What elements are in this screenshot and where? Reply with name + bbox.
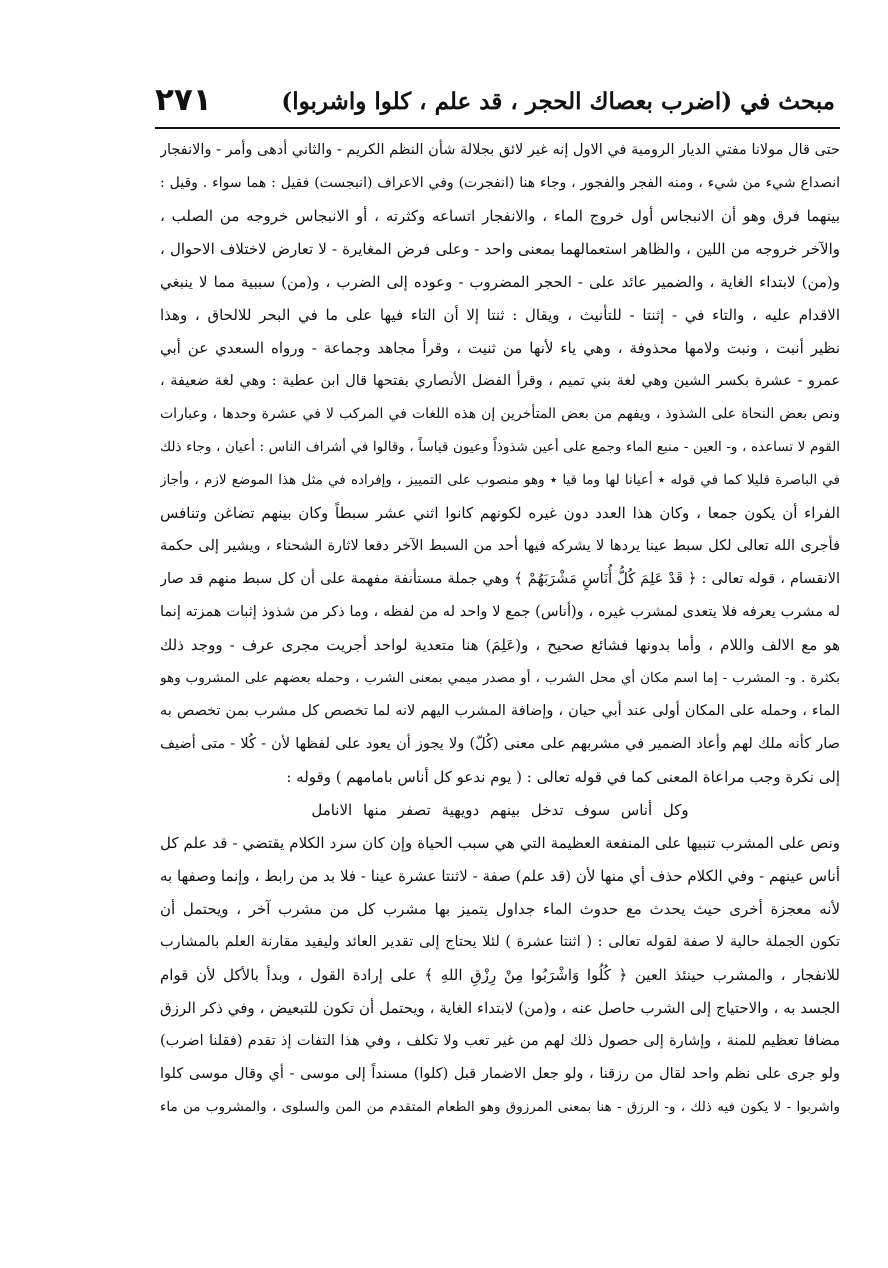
text-line: للانفجار ، والمشرب حينئذ العين ﴿ كُلُوا وَاشْرَبُوا مِنْ رِزْقِ اللهِ ﴾ على إرادة القول ، وبدأ بالأكل لأن قوام <box>160 966 840 984</box>
text-line: القوم لا تساعده ، و- العين - منبع الماء وجمع على أعين شذوذاً وعيون قياساً ، وقالوا في أشراف الناس : أعيان ، وجاء ذلك <box>160 439 840 455</box>
text-line: واشربوا - لا يكون فيه ذلك ، و- الرزق - هنا بمعنى المرزوق وهو الطعام المتقدم من المن والسلوى ، والمشروب من ماء <box>160 1099 840 1115</box>
text-line: بكثرة . و- المشرب - إما اسم مكان أي محل الشرب ، أو مصدر ميمي بمعنى الشرب ، وحمله بعضهم على المشروب وهو <box>160 670 840 686</box>
header-divider <box>155 127 840 129</box>
text-line: تكون الجملة حالية لا صفة لقوله تعالى : ( اثنتا عشرة ) لئلا يحتاج إلى تقدير العائد وليفيد مقارنة العلم بالمشارب <box>160 934 840 950</box>
text-line: صار كأنه ملك لهم وأعاد الضمير في مشربهم على معنى (كُلّ) ولا يجوز أن يعود على لفظها لأن - كُلا - متى أضيف <box>160 736 840 752</box>
text-line: الانقسام ، قوله تعالى : ﴿ قَدْ عَلِمَ كُلُّ أُنَاسٍ مَشْرَبَهُمْ ﴾ وهي جملة مستأنفة مفهمة على أن كل سبط منهم قد صار <box>160 571 840 587</box>
text-line: ونص على المشرب تنبيها على المنفعة العظيمة التي هي سبب الحياة وإن كان سرد الكلام يقتضي - قد علم كل <box>160 834 840 852</box>
text-line: أناس عينهم - وفي الكلام حذف أي منها لأن (قد علم) صفة - لاثنتا عشرة عينا - فلا بد من رابط ، وإنما وصفها به <box>160 867 840 885</box>
page-header <box>155 82 835 128</box>
text-line: انصداع شيء من شيء ، ومنه الفجر والفجور ، وجاء هنا (انفجرت) وفي الاعراف (انبجست) فقيل : هما سواء . وقيل : <box>160 175 840 191</box>
text-line: فأجرى الله تعالى لكل سبط عينا يردها لا يشركه فيها أحد من السبط الآخر دفعا لاثارة الشحناء ، ويشير إلى حكمة <box>160 538 840 554</box>
text-line: و(من) لابتداء الغاية ، والضمير عائد على - الحجر المضروب - وعوده إلى الضرب ، و(من) سببية مما لا ينبغي <box>160 273 840 291</box>
text-line: هو مع الالف واللام ، وأما بدونها فشائع صحيح ، و(عَلِمَ) هنا متعدية لواحد أجريت مجرى عرف - ووجد ذلك <box>160 636 840 654</box>
text-line: الماء ، وحمله على المكان أولى عند أبي حيان ، وإضافة المشرب اليهم لانه لما تخصص كل مشرب بمن تخصص به <box>160 703 840 719</box>
page-number: ٢٧١ <box>155 82 212 118</box>
text-line: له مشرب يعرفه فلا يتعدى لمشرب غيره ، و(أناس) جمع لا واحد له من لفظه ، وما ذكر من شذوذ إثبات همزته إنما <box>160 604 840 620</box>
text-line: ونص بعض النحاة على الشذوذ ، ويفهم من بعض المتأخرين إن هذه اللغات في المركب لا في عشرة وحدها ، وعبارات <box>160 406 840 422</box>
text-line: نظير أنبت ، ونبت ولامها محذوفة ، وهي ياء لأنها من ثنيت ، وقرأ مجاهد وجماعة - ورواه السعدي عن أبي <box>160 339 840 357</box>
running-title: مبحث في (اضرب بعصاك الحجر ، قد علم ، كلوا واشربوا) <box>281 88 835 115</box>
text-line: عمرو - عشرة بكسر الشين وهي لغة بني تميم ، وقرأ الفضل الأنصاري بفتحها قال ابن عطية : وهي لغة ضعيفة ، <box>160 373 840 389</box>
body-text <box>160 134 840 1124</box>
text-line: لأنه معجزة أخرى حيث يحدث مع حدوث الماء جداول يتميز بها مشرب كل من مشرب آخر ، ويحتمل أن <box>160 900 840 918</box>
poetry-verse: وكل أناس سوف تدخل بينهم دويهية تصفر منها الانامل <box>311 801 689 819</box>
text-line: في الباصرة قليلا كما في قوله ٭ أعيانا لها وما قيا ٭ وهو منصوب على التمييز ، وإفراده في مثل هذا الموضع لازم ، وأجاز <box>160 472 840 488</box>
text-line: الجسد به ، والاحتياج إلى الشرب حاصل عنه ، و(من) لابتداء الغاية ، ويحتمل أن تكون للتبعيض ، وفي ذكر الرزق <box>160 999 840 1017</box>
text-line: إلى نكرة وجب مراعاة المعنى كما في قوله تعالى : ( يوم ندعو كل أناس بامامهم ) وقوله : <box>286 768 840 786</box>
text-line: ولو جرى على نظم واحد لقال من رزقنا ، ولو جعل الاضمار قبل (كلوا) مسنداً إلى موسى - أي وقال موسى كلوا <box>160 1066 840 1082</box>
text-line: بينهما فرق وهو أن الانبجاس أول خروج الماء ، والانفجار اتساعه وكثرته ، أو الانبجاس خروجه من الصلب ، <box>160 207 840 225</box>
text-line: الاقدام عليه ، والتاء في - إثنتا - للتأنيث ، ويقال : ثنتا إلا أن التاء فيها على ما في البحر للالحاق ، وهذا <box>160 306 840 324</box>
text-line: حتى قال مولانا مفتي الديار الرومية في الاول إنه غير لائق بجلالة شأن النظم الكريم - والثاني أدهى وأمر - والانفجار <box>160 142 840 158</box>
text-line: مضافا تعظيم للمنة ، وإشارة إلى حصول ذلك لهم من غير تعب ولا تكلف ، وفي هذا التفات إذ تقدم (فقلنا اضرب) <box>160 1033 840 1049</box>
text-line: الفراء أن يكون جمعا ، وكان هذا العدد دون غيره لكونهم كانوا اثني عشر سبطاً وكان بينهم تضاغن وتنافس <box>160 504 840 522</box>
text-line: والآخر خروجه من اللين ، والظاهر استعمالهما بمعنى واحد - وعلى فرض المغايرة - لا تعارض لاختلاف الاحوال ، <box>160 240 840 258</box>
